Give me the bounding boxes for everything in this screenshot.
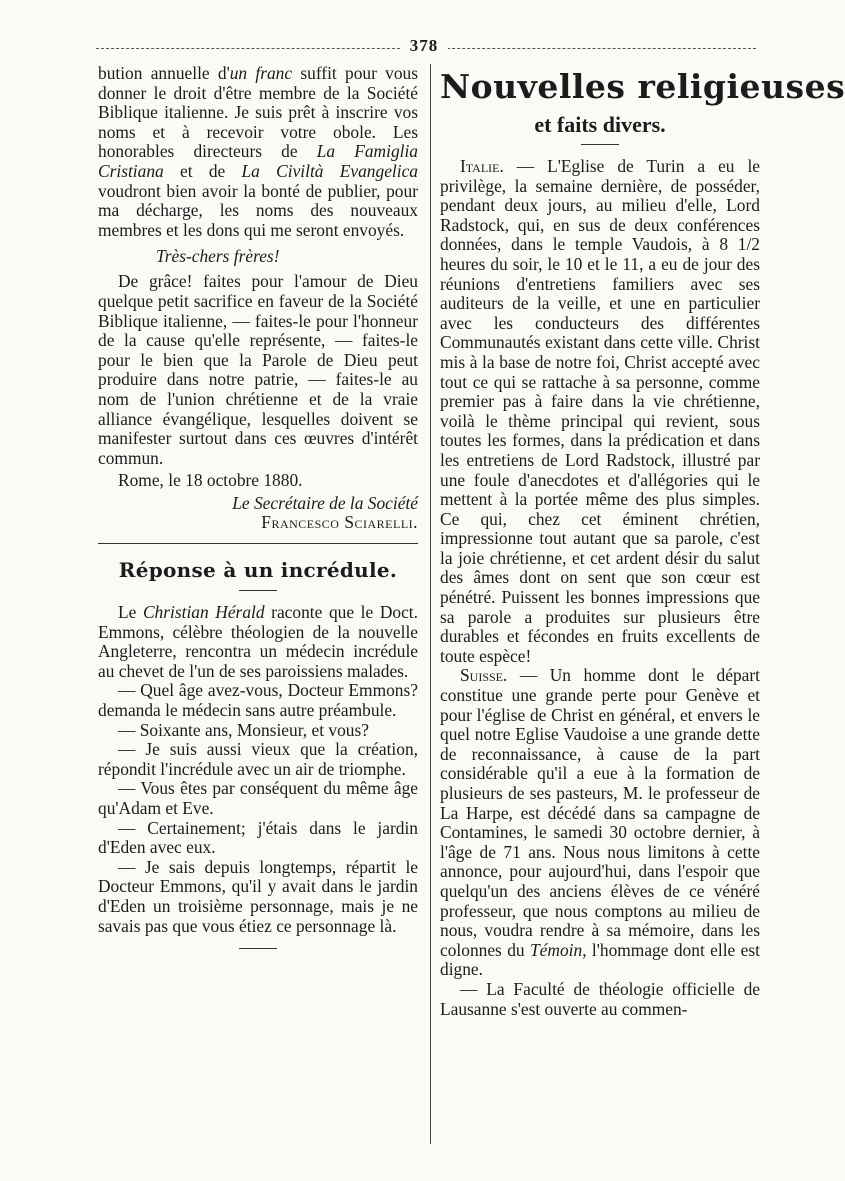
news-text: — Un homme dont le départ constitue une grande perte pour Genève et pour l'église de Christ en général, et envers le quel notre Eglise Vaudoise a une grande dette de reconnaissance, à cause de la part considérable qu'il a eue à la formation de plusieurs de ses pasteurs, M. le professeur de La Harpe, est décédé dans sa campagne de Contamines, le samedi 30 octobre dernier, à l'âge de 71 ans. Nous nous limitons à cette annonce, pour aujourd'hui, dans l'espoir que quelqu'un des anciens élèves de ce vénéré professeur, que nous comptons au milieu de nous, voudra rendre à sa mémoire, dans les colonnes du	[440, 665, 760, 960]
news-lausanne: — La Faculté de théologie officielle de Lausanne s'est ouverte au commen-	[440, 978, 760, 1019]
section-separator	[98, 543, 418, 544]
article-text: Le	[118, 602, 143, 623]
news-italie	[440, 157, 760, 666]
dialogue-line: — Certainement; j'étais dans le jardin d'Eden avec eux.	[98, 817, 418, 858]
article-title: Réponse à un incrédule.	[118, 558, 398, 583]
journal-name: Témoin	[530, 939, 583, 960]
intro-text: et de	[163, 160, 242, 181]
dateline: Rome, le 18 octobre 1880.	[118, 470, 303, 491]
section-masthead: Nouvelles religieuses	[440, 67, 845, 106]
dialogue-line: — Vous êtes par conséquent du même âge qu'Adam et Eve.	[98, 778, 418, 818]
country-label: Italie.	[460, 156, 504, 176]
salutation: Très-chers frères!	[156, 246, 280, 267]
section-subheading: et faits divers.	[534, 112, 666, 137]
signature-title: Le Secrétaire de la Société	[232, 492, 418, 513]
intro-text: bution annuelle d'	[98, 63, 230, 83]
news-text: , l'hommage dont elle est digne.	[440, 939, 760, 980]
title-rule	[239, 590, 277, 591]
intro-italic: un franc	[229, 63, 293, 83]
subheading-rule	[581, 144, 619, 145]
dialogue-line: — Quel âge avez-vous, Docteur Emmons? demanda le médecin sans autre préambule.	[98, 680, 418, 721]
appeal-paragraph: De grâce! faites pour l'amour de Dieu quelque petit sacrifice en faveur de la Société Biblique italienne, — faites-le pour l'honneur de la cause qu'elle représente, — faites-le pour le bien que la Parole de Dieu peut produire dans notre patrie, — faites-le au nom de l'union chrétienne et de la vraie alliance évangélique, lesquelles doivent se manifester surtout dans ces œuvres d'intérêt commun.	[98, 271, 418, 468]
right-column	[440, 64, 845, 1019]
news-text: — L'Eglise de Turin a eu le privilège, la semaine dernière, de posséder, pendant deux jours, au milieu d'elle, Lord Radstock, qui, en sus de deux conférences données, dans le temple Vaudois, à 8 1/2 heures du soir, le 10 et le 11, a eu de jour des réunions d'entretiens familiers avec ses auditeurs de la veille, et une en particulier avec les conducteurs des différentes Communautés existant dans cette ville. Christ mis à la base de notre foi, Christ accepté avec tout ce qui se rattache à sa personne, comme premier pas à faire dans la vie chrétienne, voilà le thème principal qui revient, sous toutes les formes, dans la prédication et dans les entretiens de Lord Radstock, illustré par une foule d'anecdotes et d'allégories qui le mettent à la portée même des plus simples. Ce qui, chez cet éminent chrétien, impressionne tout autant que sa parole, c'est la joie chrétienne, et cet ardent désir du salut des âmes dont on sent que son cœur est pénétré. Puissent les bonnes impressions que sa parole a produites sur plusieurs être durables et fécondes en fruits excellents de toute espèce!	[440, 156, 760, 666]
column-divider	[430, 64, 431, 1144]
end-rule	[239, 948, 277, 949]
dialogue-line: — Je suis aussi vieux que la création, répondit l'incrédule avec un air de triomphe.	[98, 739, 418, 779]
dialogue-line: — Soixante ans, Monsieur, et vous?	[118, 719, 369, 740]
left-column	[98, 64, 418, 961]
dialogue-line: — Je sais depuis longtemps, répartit le Docteur Emmons, qu'il y avait dans le jardin d'Eden un troisième personnage, mais je ne savais pas que vous étiez ce personnage là.	[98, 856, 418, 936]
intro-text: suffit pour vous donner le droit d'être membre de la Société Biblique italienne. Je suis prêt à inscrire vos noms et à recevoir votre obole. Les honorables directeurs de	[98, 63, 419, 162]
page-number: 378	[400, 36, 448, 56]
intro-paragraph	[98, 64, 418, 240]
journal-name: Christian Hérald	[142, 602, 265, 623]
article-text: raconte que le Doct. Emmons, célèbre théologien de la nouvelle Angleterre, rencontra un médecin incrédule au chevet de l'un de ses paroissiens malades.	[98, 602, 418, 681]
country-label: Suisse.	[460, 665, 508, 686]
signature-name: Francesco Sciarelli.	[261, 512, 418, 533]
intro-text: voudront bien avoir la bonté de publier, pour ma décharge, les noms des nouveaux membres et les dons qui me seront envoyés.	[98, 180, 418, 240]
news-suisse	[440, 666, 760, 980]
journal-name: La Civiltà Evangelica	[241, 160, 418, 181]
article-paragraph	[98, 603, 418, 681]
journal-name: La Famiglia Cristiana	[98, 141, 418, 181]
